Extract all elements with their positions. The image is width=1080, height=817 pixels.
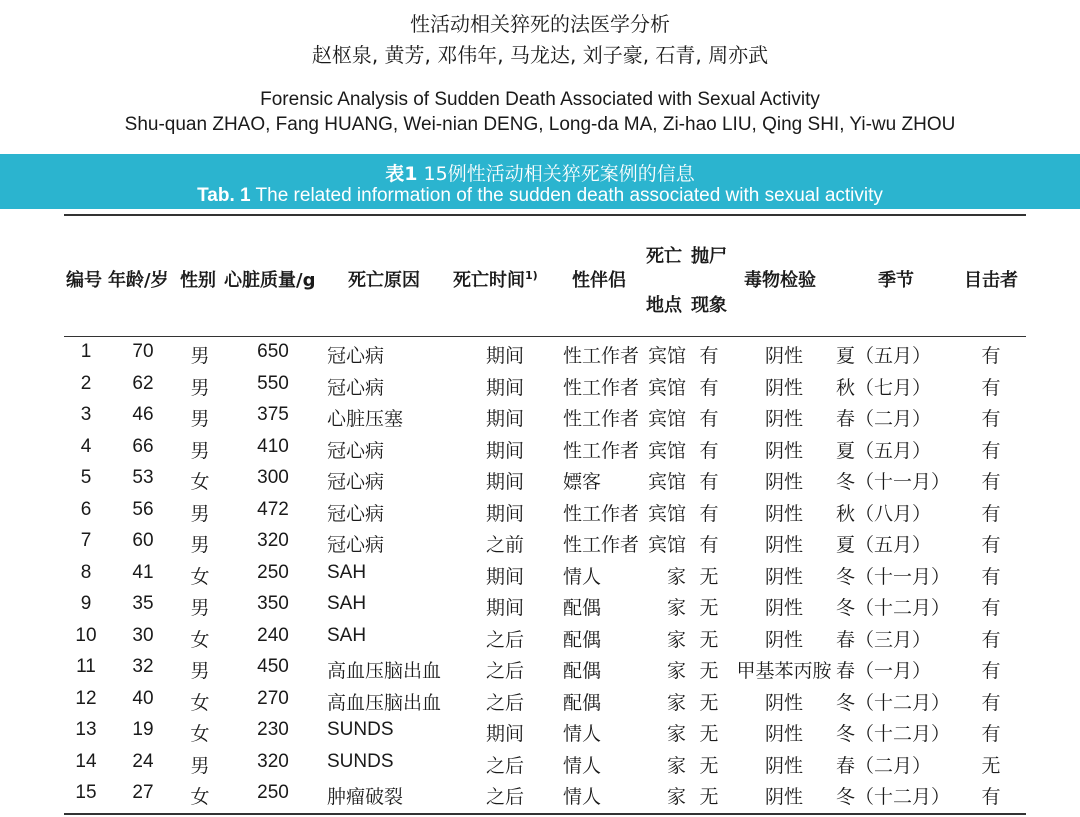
header-age: 年龄/岁 [108, 270, 169, 291]
cell-abandon: 无 [699, 754, 719, 777]
header-heart: 心脏质量/g [224, 270, 316, 291]
cell-season: 夏（五月） [836, 345, 932, 367]
table-label-cn: 表1 [385, 163, 418, 185]
cell-sex: 女 [190, 628, 210, 651]
table-row [0, 562, 1080, 593]
cell-season: 春（一月） [836, 660, 932, 682]
cell-abandon: 有 [699, 534, 719, 556]
cell-heart: 350 [257, 593, 289, 614]
cell-sex: 男 [190, 597, 210, 619]
table-row [0, 499, 1080, 530]
cell-id: 2 [80, 372, 92, 394]
cell-abandon: 有 [699, 345, 719, 367]
cell-id: 4 [80, 435, 92, 457]
cell-time: 期间 [485, 408, 525, 430]
header-id: 编号 [66, 270, 102, 291]
cell-id: 15 [75, 782, 97, 803]
header-place-line2: 地点 [646, 295, 682, 316]
cell-season: 春（三月） [836, 628, 932, 651]
cell-sex: 女 [190, 786, 210, 808]
cell-time: 之后 [485, 754, 525, 777]
cell-abandon: 无 [699, 628, 719, 651]
cell-place: 宾馆 [647, 439, 686, 462]
cell-partner: 性工作者 [563, 534, 640, 556]
cell-partner: 性工作者 [563, 345, 640, 367]
cell-id: 10 [75, 624, 97, 646]
cell-cause: 冠心病 [327, 440, 385, 462]
cell-season: 春（二月） [836, 754, 932, 777]
cell-season: 秋（七月） [836, 376, 932, 399]
cell-cause: 高血压脑出血 [327, 692, 442, 714]
header-time-footnote: 1) [525, 269, 538, 282]
cell-cause: 肿瘤破裂 [327, 787, 404, 808]
cell-witness: 无 [981, 754, 1001, 777]
table-caption-banner [0, 154, 1080, 209]
cell-time: 之后 [485, 628, 525, 651]
cell-cause: 冠心病 [327, 472, 385, 493]
cell-witness: 有 [981, 534, 1001, 556]
table-row [0, 782, 1080, 813]
table-row [0, 373, 1080, 404]
cell-time: 之前 [485, 534, 525, 556]
cell-id: 3 [80, 404, 92, 425]
cell-partner: 配偶 [563, 597, 602, 619]
cell-tox: 阴性 [764, 597, 804, 619]
cell-cause: SAH [327, 624, 367, 646]
cell-id: 8 [80, 561, 92, 583]
cell-witness: 有 [981, 376, 1001, 399]
cell-tox: 阴性 [764, 345, 804, 367]
authors-en: Shu-quan ZHAO, Fang HUANG, Wei-nian DENG, Long-da MA, Zi-hao LIU, Qing SHI, Yi-wu ZHOU [124, 114, 956, 135]
cell-witness: 有 [981, 502, 1001, 525]
cell-cause: 心脏压塞 [327, 409, 404, 430]
header-sex: 性别 [180, 270, 216, 291]
cell-cause: 冠心病 [327, 503, 385, 525]
cell-sex: 女 [190, 565, 210, 588]
cell-season: 夏（五月） [836, 439, 932, 462]
table-caption-cn-text: 15例性活动相关猝死案例的信息 [417, 163, 695, 185]
table-row [0, 751, 1080, 782]
cell-season: 秋（八月） [836, 502, 932, 525]
cell-partner: 性工作者 [563, 439, 640, 462]
cell-place: 家 [666, 660, 686, 682]
cell-partner: 嫖客 [563, 471, 602, 493]
cell-sex: 男 [190, 660, 210, 682]
cell-heart: 250 [257, 561, 289, 583]
cell-partner: 性工作者 [563, 376, 640, 399]
cell-place: 家 [666, 597, 686, 619]
cell-place: 宾馆 [647, 502, 686, 525]
cell-abandon: 无 [699, 660, 719, 682]
cell-tox: 阴性 [764, 376, 804, 399]
cell-place: 家 [666, 565, 686, 588]
cell-cause: SAH [327, 561, 367, 583]
header-partner: 性伴侣 [572, 270, 626, 291]
header-season: 季节 [878, 270, 914, 291]
cell-id: 7 [80, 530, 92, 551]
table-caption-cn [0, 159, 1080, 186]
cell-witness: 有 [981, 345, 1001, 367]
cell-age: 70 [132, 341, 154, 362]
cell-tox: 阴性 [764, 408, 804, 430]
cell-heart: 320 [257, 750, 289, 772]
cell-witness: 有 [981, 786, 1001, 808]
cell-age: 46 [132, 404, 154, 425]
cell-witness: 有 [981, 597, 1001, 619]
cell-abandon: 有 [699, 408, 719, 430]
table-label-en: Tab. 1 [197, 185, 251, 206]
cell-abandon: 无 [699, 691, 719, 714]
cell-witness: 有 [981, 660, 1001, 682]
cell-id: 11 [76, 656, 96, 677]
cell-season: 冬（十二月） [836, 723, 951, 745]
header-place-line1: 死亡 [646, 246, 682, 267]
cell-time: 期间 [485, 597, 525, 619]
cell-heart: 320 [257, 530, 289, 551]
paper-title-cn: 性活动相关猝死的法医学分析 [410, 12, 670, 36]
cell-cause: SUNDS [327, 719, 394, 740]
cell-age: 30 [132, 624, 154, 646]
table-row [0, 593, 1080, 624]
table-bottom-rule [64, 813, 1026, 815]
header-abandon-line2: 现象 [691, 295, 727, 316]
cell-place: 家 [666, 691, 686, 714]
cell-tox: 阴性 [764, 723, 804, 745]
cell-place: 家 [666, 723, 686, 745]
cell-age: 56 [132, 498, 154, 520]
cell-time: 之后 [485, 786, 525, 808]
cell-cause: 高血压脑出血 [327, 661, 442, 682]
cell-sex: 女 [190, 723, 210, 745]
cell-age: 66 [132, 435, 154, 457]
header-time-label: 死亡时间 [453, 270, 525, 291]
cell-season: 春（二月） [836, 408, 932, 430]
cell-sex: 男 [190, 439, 210, 462]
cell-abandon: 无 [699, 565, 719, 588]
cell-id: 1 [80, 341, 92, 362]
cell-id: 6 [80, 498, 92, 520]
cell-partner: 性工作者 [563, 502, 640, 525]
cell-heart: 450 [257, 656, 289, 677]
cell-tox: 阴性 [764, 691, 804, 714]
cell-heart: 300 [257, 467, 289, 488]
header-cause: 死亡原因 [348, 270, 420, 291]
cell-age: 62 [132, 372, 154, 394]
cell-age: 41 [132, 561, 154, 583]
table-row [0, 719, 1080, 750]
cell-age: 27 [132, 782, 154, 803]
cell-time: 期间 [485, 345, 525, 367]
table-row [0, 530, 1080, 561]
cell-witness: 有 [981, 408, 1001, 430]
cell-witness: 有 [981, 723, 1001, 745]
cell-heart: 250 [257, 782, 289, 803]
cell-place: 家 [666, 628, 686, 651]
cell-cause: SUNDS [327, 750, 394, 772]
cell-place: 宾馆 [647, 376, 686, 399]
cell-partner: 情人 [563, 754, 602, 777]
cell-sex: 男 [190, 345, 210, 367]
cell-abandon: 无 [699, 786, 719, 808]
cell-age: 32 [132, 656, 154, 677]
cell-place: 宾馆 [647, 408, 686, 430]
table-row [0, 404, 1080, 435]
authors-cn: 赵枢泉, 黄芳, 邓伟年, 马龙达, 刘子豪, 石青, 周亦武 [311, 43, 769, 67]
table-row [0, 467, 1080, 498]
cell-place: 宾馆 [647, 471, 686, 493]
cell-season: 冬（十二月） [836, 691, 951, 714]
cell-time: 期间 [485, 376, 525, 399]
cell-time: 期间 [485, 565, 525, 588]
cell-witness: 有 [981, 628, 1001, 651]
cell-time: 之后 [485, 660, 525, 682]
cell-tox: 阴性 [764, 471, 804, 493]
cell-sex: 女 [190, 471, 210, 493]
cell-heart: 375 [257, 404, 289, 425]
cell-cause: 冠心病 [327, 377, 385, 399]
cell-cause: 冠心病 [327, 535, 385, 556]
cell-cause: SAH [327, 593, 367, 614]
cell-time: 期间 [485, 502, 525, 525]
cell-season: 冬（十二月） [836, 597, 951, 619]
cell-tox: 阴性 [764, 502, 804, 525]
cell-age: 24 [132, 750, 154, 772]
cell-partner: 配偶 [563, 691, 602, 714]
cell-sex: 男 [190, 502, 210, 525]
table-top-rule [64, 214, 1026, 216]
cell-season: 夏（五月） [836, 534, 932, 556]
header-time [453, 266, 538, 292]
cell-sex: 男 [190, 534, 210, 556]
cell-tox: 阴性 [764, 786, 804, 808]
cell-partner: 情人 [563, 786, 602, 808]
cell-season: 冬（十一月） [836, 565, 951, 588]
cell-age: 53 [132, 467, 154, 488]
header-abandon-line1: 抛尸 [691, 246, 727, 267]
cell-place: 宾馆 [647, 345, 686, 367]
cell-partner: 情人 [563, 565, 602, 588]
cell-partner: 情人 [563, 723, 602, 745]
cell-witness: 有 [981, 565, 1001, 588]
cell-age: 40 [132, 687, 154, 709]
cell-abandon: 有 [699, 439, 719, 462]
cell-age: 60 [132, 530, 154, 551]
cell-partner: 性工作者 [563, 408, 640, 430]
cell-sex: 男 [190, 376, 210, 399]
cell-sex: 女 [190, 691, 210, 714]
cell-id: 12 [75, 687, 97, 709]
cell-heart: 410 [257, 435, 289, 457]
table-row [0, 341, 1080, 372]
cell-season: 冬（十二月） [836, 786, 951, 808]
cell-tox: 甲基苯丙胺 [736, 660, 832, 682]
cell-witness: 有 [981, 691, 1001, 714]
cell-witness: 有 [981, 439, 1001, 462]
cell-witness: 有 [981, 471, 1001, 493]
cell-time: 期间 [485, 439, 525, 462]
header-tox: 毒物检验 [744, 270, 816, 291]
cell-place: 宾馆 [647, 534, 686, 556]
table-row [0, 625, 1080, 656]
cell-heart: 270 [257, 687, 289, 709]
cell-abandon: 无 [699, 723, 719, 745]
cell-time: 期间 [485, 723, 525, 745]
cell-id: 9 [80, 593, 92, 614]
cell-abandon: 有 [699, 376, 719, 399]
cell-tox: 阴性 [764, 628, 804, 651]
cell-cause: 冠心病 [327, 346, 385, 367]
table-caption-en-text: The related information of the sudden death associated with sexual activity [250, 185, 883, 206]
cell-heart: 472 [257, 498, 289, 520]
cell-partner: 配偶 [563, 660, 602, 682]
cell-sex: 男 [190, 408, 210, 430]
paper-title-en: Forensic Analysis of Sudden Death Associated with Sexual Activity [260, 89, 820, 110]
cell-time: 期间 [485, 471, 525, 493]
cell-tox: 阴性 [764, 439, 804, 462]
table-row [0, 688, 1080, 719]
table-row [0, 656, 1080, 687]
cell-season: 冬（十一月） [836, 471, 951, 493]
cell-heart: 240 [257, 624, 289, 646]
cell-place: 家 [666, 786, 686, 808]
cell-partner: 配偶 [563, 628, 602, 651]
cell-heart: 230 [257, 719, 289, 740]
cell-tox: 阴性 [764, 565, 804, 588]
cell-time: 之后 [485, 691, 525, 714]
table-row [0, 436, 1080, 467]
cell-heart: 650 [257, 341, 289, 362]
cell-id: 13 [75, 719, 97, 740]
table-header-rule [64, 336, 1026, 337]
cell-id: 14 [75, 750, 97, 772]
cell-tox: 阴性 [764, 754, 804, 777]
cell-age: 35 [132, 593, 154, 614]
cell-tox: 阴性 [764, 534, 804, 556]
table-caption-en [0, 185, 1080, 207]
cell-abandon: 有 [699, 502, 719, 525]
cell-abandon: 无 [699, 597, 719, 619]
cell-age: 19 [132, 719, 154, 740]
cell-sex: 男 [190, 754, 210, 777]
cell-id: 5 [80, 467, 92, 488]
cell-place: 家 [666, 754, 686, 777]
cell-abandon: 有 [699, 471, 719, 493]
header-witness: 目击者 [964, 270, 1018, 291]
cell-heart: 550 [257, 372, 289, 394]
